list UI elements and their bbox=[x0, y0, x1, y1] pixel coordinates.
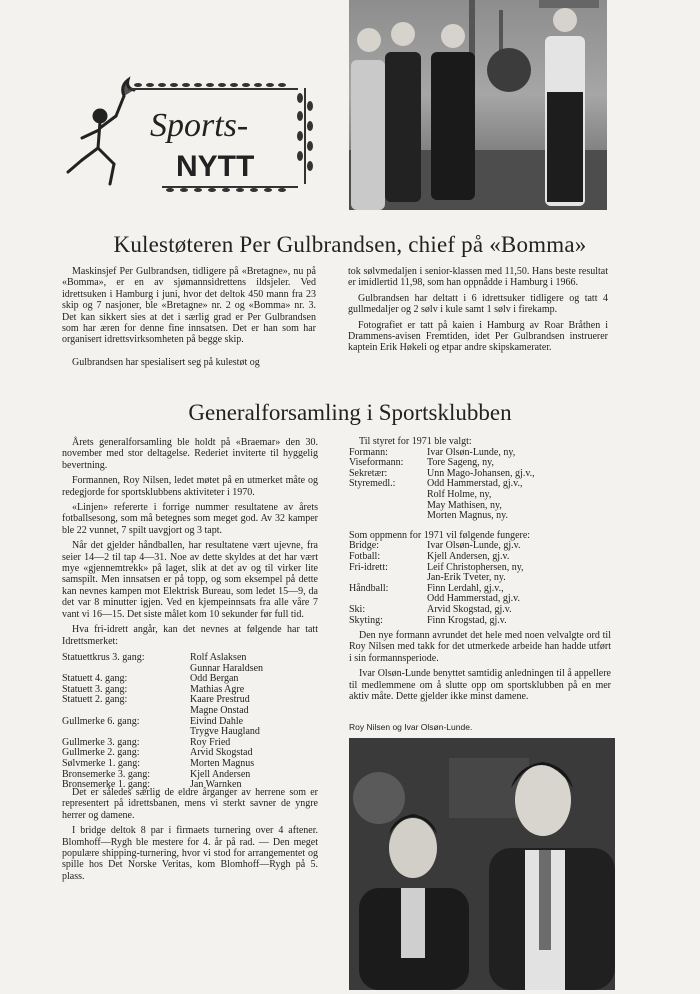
award-label: Statuettkrus 3. gang: bbox=[62, 652, 145, 663]
sportsnytt-logo bbox=[58, 76, 314, 196]
logo-word-sports: Sports- bbox=[150, 107, 249, 144]
leader-sport: Skyting: bbox=[349, 614, 383, 626]
article1-paragraph: Fotografiet er tatt på kaien i Hamburg av Roar Bråthen i Drammens-avisen Fremtiden, idet Per Gulbrandsen instruerer kaptein Erik Høkeli og etpar andre skipskamerater. bbox=[348, 319, 608, 354]
photo-caption: Roy Nilsen og Ivar Olsøn-Lunde. bbox=[349, 722, 473, 732]
article2-paragraph: Årets generalforsamling ble holdt på «Braemar» den 30. november med stor deltagelse. Rederiet inviterte til hyggelig bevertning. bbox=[62, 437, 318, 471]
awards-list bbox=[62, 653, 318, 791]
article2-left-column-end bbox=[62, 787, 318, 886]
board-role: Styremedl.: bbox=[349, 478, 396, 490]
leader-sport: Fri-idrett: bbox=[349, 561, 388, 573]
leader-row bbox=[349, 552, 611, 563]
award-row bbox=[62, 706, 318, 717]
article2-paragraph: Ivar Olsøn-Lunde benyttet samtidig anledningen til å appellere til medlemmene om å slutte opp om sportsklubben på en mer aktiv måte. Dette gjelder ikke minst damene. bbox=[349, 668, 611, 703]
award-name: Rolf Aslaksen bbox=[190, 652, 247, 663]
board-member: Morten Magnus, ny. bbox=[427, 510, 509, 522]
article2-paragraph: «Linjen» refererte i forrige nummer resultatene av årets fotballsesong, som må betegnes som meget god. Av 32 kamper ble 22 vunnet, 7 spilt uavgjort og 3 tapt. bbox=[62, 502, 318, 536]
leader-name: Finn Lerdahl, gj.v., bbox=[427, 582, 504, 594]
article1-headline: Kulestøteren Per Gulbrandsen, chief på «Bomma» bbox=[113, 232, 587, 257]
award-label: Bronsemerke 1. gang: bbox=[62, 779, 151, 791]
torchbearer-icon bbox=[68, 80, 134, 184]
article2-paragraph: I bridge deltok 8 par i firmaets turnering over 4 aftener. Blomhoff—Rygh ble mestere for 4. år på rad. — Den meget populære shipping-turnering, hvor vi stod for arrangementet og spille hos Det Norske Veritas, kom Blomhoff—Rygh på 5. plass. bbox=[62, 825, 318, 882]
leader-sport: Ski: bbox=[349, 603, 366, 615]
board-row bbox=[349, 511, 611, 522]
leader-sport: Fotball: bbox=[349, 550, 381, 562]
award-name: Kjell Andersen bbox=[190, 768, 251, 780]
logo-word-nytt: NYTT bbox=[176, 150, 255, 183]
leader-name: Jan-Erik Tveter, ny. bbox=[427, 572, 506, 584]
board-member: Tore Sageng, ny, bbox=[427, 457, 494, 469]
article1-paragraph: tok sølvmedaljen i senior-klassen med 11,50. Hans beste resultat er imidlertid 11,98, som han oppnådde i Hamburg i 1966. bbox=[348, 266, 608, 289]
award-label: Statuett 3. gang: bbox=[62, 683, 128, 695]
board-role bbox=[349, 511, 427, 522]
leader-name: Arvid Skogstad, gj.v. bbox=[427, 603, 512, 615]
sportsnytt-logo-graphic bbox=[58, 76, 314, 196]
article2-paragraph: Hva fri-idrett angår, kan det nevnes at følgende har tatt Idrettsmerket: bbox=[62, 624, 318, 647]
photo-harbor-group bbox=[349, 0, 607, 210]
award-label: Gullmerke 6. gang: bbox=[62, 715, 140, 727]
article2-headline: Generalforsamling i Sportsklubben bbox=[188, 400, 512, 425]
leader-sport: Bridge: bbox=[349, 540, 379, 552]
award-name: Gunnar Haraldsen bbox=[190, 662, 264, 674]
article1-right-column bbox=[348, 266, 608, 358]
award-label: Statuett 4. gang: bbox=[62, 673, 128, 685]
award-name: Eivind Dahle bbox=[190, 715, 244, 727]
award-name: Odd Bergan bbox=[190, 673, 239, 685]
award-label: Gullmerke 2. gang: bbox=[62, 747, 140, 759]
board-role bbox=[349, 501, 427, 512]
award-name: Trygve Haugland bbox=[190, 726, 260, 738]
article2-right-column-end bbox=[349, 630, 611, 706]
board-member: May Mathisen, ny, bbox=[427, 499, 502, 511]
leader-sport: Håndball: bbox=[349, 582, 389, 594]
award-name: Magne Onstad bbox=[190, 704, 249, 716]
article2-paragraph: Når det gjelder håndballen, har resultatene vært ujevne, fra seier 14—2 til tap 4—31. Noe av dette skyldes at det har vært mye «gjennemtrekk» på laget, slik at det av og til virker lite samspilt. Men innsatsen er på topp, og som eksempel på dette kan nevnes kampen mot Elektrisk Bureau, som ledet 15—9, da det var 8 minutter igjen. Ved en kjempeinnsats fra alle våre 7 vant vi 16—15. Det siste målet kom 10 sekunder før full tid. bbox=[62, 540, 318, 620]
board-role: Viseformann: bbox=[349, 457, 404, 469]
leader-row bbox=[349, 605, 611, 616]
article2-paragraph: Den nye formann avrundet det hele med noen velvalgte ord til Roy Nilsen med takk for det utmerkede arbeide han hadde utført i sin formannsperiode. bbox=[349, 630, 611, 664]
board-intro: Til styret for 1971 ble valgt: bbox=[359, 436, 472, 447]
article1-paragraph: Gulbrandsen har deltatt i 6 idrettsuker tidligere og tatt 4 gullmedaljer og 2 sølv i kule samt 1 sølv i firekamp. bbox=[348, 292, 608, 316]
article2-paragraph: Det er således særlig de eldre årganger av herrene som er representert på idrettsbanen, mens vi sterkt savner de yngre herrer og damene. bbox=[62, 787, 318, 821]
award-label: Gullmerke 3. gang: bbox=[62, 736, 140, 748]
leader-name: Odd Hammerstad, gj.v. bbox=[427, 593, 520, 605]
laurel-top-icon bbox=[128, 83, 298, 90]
board-member: Rolf Holme, ny, bbox=[427, 488, 492, 500]
board-role: Formann: bbox=[349, 446, 388, 458]
board-row bbox=[349, 490, 611, 501]
article2-right-column bbox=[349, 437, 611, 626]
board-member: Unn Mago-Johansen, gj.v., bbox=[427, 467, 535, 479]
board-role bbox=[349, 490, 427, 501]
award-name: Jan Warnken bbox=[190, 779, 242, 791]
article2-left-column bbox=[62, 437, 318, 647]
award-name: Arvid Skogstad bbox=[190, 747, 253, 759]
board-member: Odd Hammerstad, gj.v., bbox=[427, 478, 523, 490]
board-role: Sekretær: bbox=[349, 467, 388, 479]
award-row bbox=[62, 653, 318, 664]
award-name: Mathias Agre bbox=[190, 683, 245, 695]
photo-two-men bbox=[349, 738, 615, 990]
award-row bbox=[62, 759, 318, 770]
award-label: Bronsemerke 3. gang: bbox=[62, 768, 151, 780]
award-label bbox=[62, 706, 190, 717]
article1-left-column bbox=[62, 266, 316, 350]
leader-name: Finn Krogstad, gj.v. bbox=[427, 614, 507, 626]
award-name: Morten Magnus bbox=[190, 757, 255, 769]
award-label: Sølvmerke 1. gang: bbox=[62, 757, 141, 769]
article1-left-column-end bbox=[62, 357, 316, 372]
board-member: Ivar Olsøn-Lunde, ny, bbox=[427, 446, 516, 458]
article1-paragraph: Gulbrandsen har spesialisert seg på kulestøt og bbox=[72, 357, 260, 368]
award-name: Roy Fried bbox=[190, 736, 231, 748]
leader-row bbox=[349, 616, 611, 627]
article2-paragraph: Formannen, Roy Nilsen, ledet møtet på en utmerket måte og redegjorde for sportsklubbens aktiviteter i 1970. bbox=[62, 475, 318, 498]
laurel-bottom-icon bbox=[162, 186, 298, 192]
award-label: Statuett 2. gang: bbox=[62, 694, 128, 706]
leaders-intro: Som oppmenn for 1971 vil følgende fungere: bbox=[349, 529, 531, 541]
laurel-right-icon bbox=[297, 88, 313, 184]
leader-name: Ivar Olsøn-Lunde, gj.v. bbox=[427, 540, 521, 552]
article1-paragraph: Maskinsjef Per Gulbrandsen, tidligere på «Bretagne», nu på «Bomma», er en av sjømannsidrettens ildsjeler. Ved idrettsuken i Hamburg i juni, hvor det deltok 450 mann fra 23 skip og 7 nasjoner, ble «Bretagne» nr. 2 og «Bomma» nr. 3. Det kan sikkert sies at det i særlig grad er Per Gulbrandsen som har æren for denne fine innsatsen. Det er han som har organisert idrettsvirksomheten på begge skip. bbox=[62, 266, 316, 346]
award-name: Kaare Prestrud bbox=[190, 694, 250, 706]
leader-name: Leif Christophersen, ny, bbox=[427, 561, 524, 573]
leader-name: Kjell Andersen, gj.v. bbox=[427, 550, 510, 562]
